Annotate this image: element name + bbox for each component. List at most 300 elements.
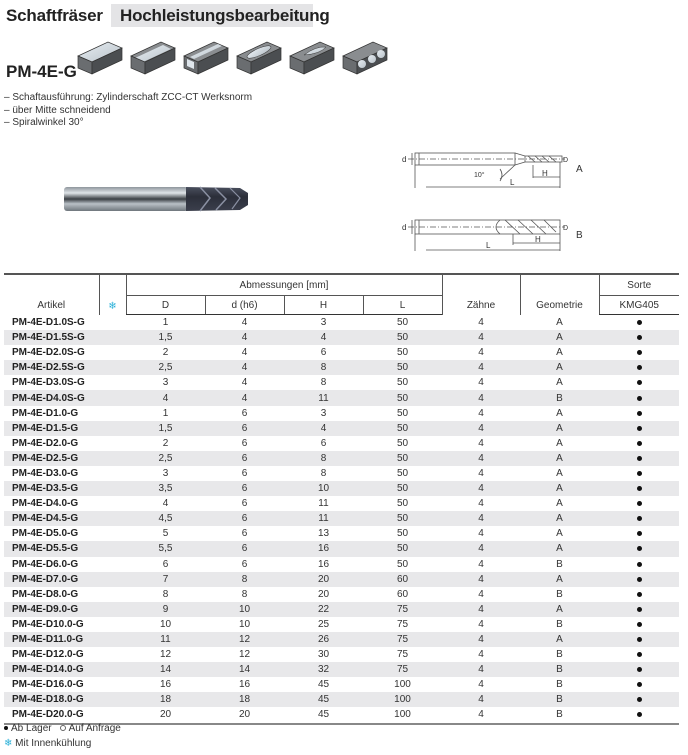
table-row <box>4 315 679 331</box>
cell-D: 3,5 <box>126 481 205 496</box>
cell-artikel: PM-4E-D3.5-G <box>4 481 99 496</box>
cell-d: 4 <box>241 317 248 329</box>
cell-coolant <box>99 421 126 436</box>
cell-d: 18 <box>205 692 284 707</box>
technical-drawing <box>400 147 570 257</box>
cell-artikel: PM-4E-D20.0-G <box>4 707 99 723</box>
cell-grade <box>599 496 679 511</box>
cell-grade <box>599 330 679 345</box>
in-stock-dot-icon <box>637 592 642 597</box>
cell-L: 75 <box>363 662 442 677</box>
cell-geometrie: B <box>520 390 599 405</box>
cell-artikel: PM-4E-D5.5-G <box>4 541 99 556</box>
coolant-snowflake-icon: ❄ <box>4 738 13 749</box>
cell-zaehne: 4 <box>442 707 520 723</box>
cell-zaehne: 4 <box>478 588 484 600</box>
table-row <box>4 360 679 375</box>
product-table <box>4 273 679 725</box>
cell-grade <box>599 390 679 405</box>
cell-D: 12 <box>159 649 172 661</box>
cell-zaehne: 4 <box>442 360 520 375</box>
cell-H: 20 <box>317 588 330 600</box>
cell-L: 100 <box>363 692 442 707</box>
cell-geometrie: A <box>520 572 599 587</box>
in-stock-dot-icon <box>637 426 642 431</box>
cell-L: 50 <box>396 558 409 570</box>
cell-coolant <box>99 496 126 511</box>
cell-coolant <box>99 360 126 375</box>
cell-grade <box>599 602 679 617</box>
cell-D: 9 <box>126 602 205 617</box>
cell-D: 4 <box>162 498 169 510</box>
cell-zaehne: 4 <box>478 528 484 540</box>
cell-artikel: PM-4E-D14.0-G <box>4 662 99 677</box>
cell-D: 7 <box>126 572 205 587</box>
legend-in-stock: Ab Lager <box>11 723 52 734</box>
cell-artikel: PM-4E-D2.5S-G <box>4 360 99 375</box>
cell-L: 100 <box>363 707 442 723</box>
cell-L: 50 <box>396 528 409 540</box>
cell-d: 6 <box>205 481 284 496</box>
cell-grade <box>599 406 679 421</box>
column-header-artikel: Artikel <box>4 274 99 315</box>
cell-D: 2,5 <box>126 451 205 466</box>
cell-L: 75 <box>396 618 409 630</box>
cell-zaehne: 4 <box>442 451 520 466</box>
cell-zaehne: 4 <box>442 692 520 707</box>
table-row <box>4 632 679 647</box>
table-row <box>4 587 679 602</box>
cell-D: 2 <box>162 437 169 449</box>
cell-zaehne: 4 <box>442 662 520 677</box>
cell-H: 30 <box>317 649 330 661</box>
table-row <box>4 677 679 692</box>
face-milling-icon <box>78 42 122 74</box>
table-row <box>4 526 679 541</box>
column-header-H: H <box>284 296 363 315</box>
cell-H: 6 <box>320 437 327 449</box>
cell-artikel: PM-4E-D4.0-G <box>12 498 79 510</box>
in-stock-dot-icon <box>637 320 642 325</box>
cell-artikel: PM-4E-D4.5-G <box>4 511 99 526</box>
cell-coolant <box>99 557 126 572</box>
cell-L: 100 <box>394 679 411 691</box>
cell-H: 10 <box>284 481 363 496</box>
cell-coolant <box>99 330 126 345</box>
geometry-type-a-label: A <box>576 164 583 175</box>
cell-coolant <box>99 707 126 723</box>
in-stock-dot-icon <box>637 335 642 340</box>
cell-L: 75 <box>363 602 442 617</box>
cell-H: 8 <box>320 377 327 389</box>
ramping-icon <box>290 42 334 74</box>
cell-artikel: PM-4E-D10.0-G <box>12 618 84 630</box>
in-stock-dot-icon <box>637 380 642 385</box>
cell-d: 10 <box>205 602 284 617</box>
cell-L: 50 <box>363 541 442 556</box>
in-stock-dot-icon <box>637 712 642 717</box>
in-stock-dot-icon <box>637 516 642 521</box>
cell-artikel: PM-4E-D5.0-G <box>12 528 79 540</box>
cell-zaehne: 4 <box>478 407 484 419</box>
cell-geometrie: B <box>556 649 563 661</box>
in-stock-dot-icon <box>637 607 642 612</box>
cell-d: 4 <box>241 377 248 389</box>
column-header-d-h6: d (h6) <box>205 296 284 315</box>
cell-L: 50 <box>396 407 409 419</box>
cell-grade <box>599 617 679 632</box>
table-row <box>4 602 679 617</box>
geometry-type-b-label: B <box>576 230 583 241</box>
cell-coolant <box>99 526 126 541</box>
table-row <box>4 496 679 511</box>
cell-grade <box>599 481 679 496</box>
dim-H-label-a: H <box>542 169 548 178</box>
cell-grade <box>599 647 679 662</box>
cell-zaehne: 4 <box>478 679 484 691</box>
cell-H: 22 <box>284 602 363 617</box>
cell-D: 1,5 <box>126 330 205 345</box>
legend-on-request: Auf Anfrage <box>68 723 121 734</box>
cell-grade <box>599 587 679 602</box>
cell-L: 50 <box>396 498 409 510</box>
table-row <box>4 421 679 436</box>
cell-H: 45 <box>317 679 330 691</box>
page-subtitle: Hochleistungsbearbeitung <box>120 6 330 25</box>
cell-L: 50 <box>363 451 442 466</box>
cell-zaehne: 4 <box>442 330 520 345</box>
table-row <box>4 451 679 466</box>
cell-d: 10 <box>238 618 251 630</box>
page-title: Schaftfräser <box>6 6 103 25</box>
cell-grade <box>599 451 679 466</box>
cell-L: 50 <box>396 377 409 389</box>
cell-grade <box>599 436 679 451</box>
cell-H: 6 <box>320 347 327 359</box>
cell-zaehne: 4 <box>478 618 484 630</box>
cell-coolant <box>99 390 126 405</box>
in-stock-dot-icon <box>637 486 642 491</box>
dim-L-label-a: L <box>510 178 515 187</box>
cell-grade <box>599 707 679 723</box>
group-header-sorte: Sorte <box>599 274 679 296</box>
table-row <box>4 436 679 451</box>
cell-geometrie: A <box>556 437 563 449</box>
cell-L: 50 <box>363 390 442 405</box>
slot-milling-icon <box>184 42 228 74</box>
cell-artikel: PM-4E-D7.0-G <box>4 572 99 587</box>
feature-list <box>4 92 252 130</box>
in-stock-dot-icon <box>637 396 642 401</box>
cell-D: 5,5 <box>126 541 205 556</box>
cell-grade <box>599 662 679 677</box>
cell-L: 60 <box>363 572 442 587</box>
cell-D: 16 <box>159 679 172 691</box>
dim-D-label-b: D <box>563 225 569 232</box>
cell-geometrie: A <box>520 421 599 436</box>
cell-L: 50 <box>363 330 442 345</box>
cell-H: 8 <box>284 451 363 466</box>
cell-zaehne: 4 <box>442 481 520 496</box>
cell-d: 12 <box>205 632 284 647</box>
cell-L: 75 <box>396 649 409 661</box>
cell-coolant <box>99 345 126 360</box>
cell-H: 45 <box>284 692 363 707</box>
cell-geometrie: B <box>556 558 563 570</box>
cell-zaehne: 4 <box>478 316 484 328</box>
feature-item: – Schaftausführung: Zylinderschaft ZCC-CT Werksnorm <box>4 92 253 103</box>
in-stock-dot-icon <box>637 365 642 370</box>
cell-zaehne: 4 <box>442 572 520 587</box>
legend-coolant <box>4 738 91 749</box>
in-stock-dot-icon <box>637 562 642 567</box>
cell-D: 2,5 <box>126 360 205 375</box>
dim-d-label-b: d <box>402 223 407 232</box>
cell-H: 8 <box>320 467 327 479</box>
cell-geometrie: B <box>520 662 599 677</box>
machining-operations-icons <box>76 40 396 76</box>
cell-d: 4 <box>205 390 284 405</box>
cell-coolant <box>99 662 126 677</box>
in-stock-dot-icon <box>637 637 642 642</box>
table-row <box>4 406 679 421</box>
cell-D: 1 <box>162 317 169 329</box>
cell-L: 50 <box>363 360 442 375</box>
cell-geometrie: A <box>520 602 599 617</box>
cell-geometrie: A <box>556 407 563 419</box>
cell-grade <box>599 557 679 572</box>
cell-D: 3 <box>162 467 169 479</box>
cell-geometrie: A <box>520 360 599 375</box>
cell-artikel: PM-4E-D1.5S-G <box>4 330 99 345</box>
in-stock-dot-icon <box>637 350 642 355</box>
cell-L: 50 <box>396 317 409 329</box>
table-row <box>4 466 679 481</box>
cell-H: 11 <box>318 498 329 510</box>
cell-geometrie: A <box>556 498 563 510</box>
cell-zaehne: 4 <box>442 632 520 647</box>
cell-zaehne: 4 <box>478 498 484 510</box>
cell-D: 2 <box>162 347 169 359</box>
cell-coolant <box>99 541 126 556</box>
cell-grade <box>599 421 679 436</box>
cell-zaehne: 4 <box>442 602 520 617</box>
cell-coolant <box>99 451 126 466</box>
cell-d: 6 <box>241 437 248 449</box>
cell-coolant <box>99 436 126 451</box>
in-stock-dot-icon <box>637 456 642 461</box>
table-row <box>4 692 679 707</box>
cell-d: 6 <box>205 511 284 526</box>
in-stock-dot-icon <box>637 667 642 672</box>
cell-d: 8 <box>241 588 248 600</box>
cell-geometrie: B <box>556 679 563 691</box>
angle-label: 10° <box>474 172 485 179</box>
in-stock-dot-icon <box>637 441 642 446</box>
column-header-D: D <box>126 296 205 315</box>
pocket-milling-icon <box>237 42 281 74</box>
cell-d: 4 <box>205 330 284 345</box>
cell-d: 20 <box>205 707 284 723</box>
cell-grade <box>599 692 679 707</box>
cell-artikel: PM-4E-D2.0S-G <box>12 347 85 359</box>
in-stock-dot-icon <box>4 726 8 730</box>
cell-D: 4,5 <box>126 511 205 526</box>
table-row <box>4 617 679 632</box>
cell-coolant <box>99 481 126 496</box>
in-stock-dot-icon <box>637 697 642 702</box>
cell-zaehne: 4 <box>478 558 484 570</box>
table-row <box>4 707 679 723</box>
cell-zaehne: 4 <box>478 467 484 479</box>
cell-zaehne: 4 <box>442 541 520 556</box>
cell-D: 18 <box>126 692 205 707</box>
dim-D-label-a: D <box>563 157 569 164</box>
table-row <box>4 375 679 390</box>
cell-artikel: PM-4E-D4.0S-G <box>4 390 99 405</box>
feature-item: – über Mitte schneidend <box>4 104 111 116</box>
cell-geometrie: A <box>520 481 599 496</box>
cell-H: 45 <box>284 707 363 723</box>
cell-d: 6 <box>241 498 248 510</box>
table-row <box>4 511 679 526</box>
in-stock-dot-icon <box>637 411 642 416</box>
cell-H: 8 <box>284 360 363 375</box>
cell-artikel: PM-4E-D16.0-G <box>12 679 84 691</box>
cell-coolant <box>99 511 126 526</box>
cell-artikel: PM-4E-D8.0-G <box>12 588 79 600</box>
cell-D: 11 <box>126 632 205 647</box>
cell-L: 50 <box>396 437 409 449</box>
table-row <box>4 541 679 556</box>
cell-d: 6 <box>205 541 284 556</box>
cell-geometrie: B <box>556 618 563 630</box>
cell-coolant <box>99 677 126 692</box>
table-row <box>4 330 679 345</box>
cell-coolant <box>99 587 126 602</box>
cell-L: 50 <box>396 347 409 359</box>
cell-D: 3 <box>162 377 169 389</box>
dim-L-label-b: L <box>486 241 491 250</box>
cell-H: 4 <box>284 421 363 436</box>
legend-coolant-text: Mit Innenkühlung <box>15 738 92 749</box>
column-header-grade: KMG405 <box>599 296 679 315</box>
cell-H: 20 <box>284 572 363 587</box>
cell-coolant <box>99 617 126 632</box>
cell-H: 16 <box>317 558 330 570</box>
in-stock-dot-icon <box>637 577 642 582</box>
cell-D: 4 <box>126 390 205 405</box>
cell-artikel: PM-4E-D1.0-G <box>12 407 79 419</box>
cell-geometrie: A <box>556 316 563 328</box>
cell-geometrie: A <box>520 511 599 526</box>
cell-grade <box>599 315 679 331</box>
cell-coolant <box>99 572 126 587</box>
cell-H: 3 <box>320 317 327 329</box>
cell-coolant <box>99 692 126 707</box>
cell-grade <box>599 466 679 481</box>
column-header-L: L <box>363 296 442 315</box>
cell-zaehne: 4 <box>442 511 520 526</box>
in-stock-dot-icon <box>637 652 642 657</box>
cell-grade <box>599 375 679 390</box>
cell-grade <box>599 632 679 647</box>
cell-d: 4 <box>241 347 248 359</box>
table-row <box>4 345 679 360</box>
cell-geometrie: A <box>556 347 563 359</box>
cell-d: 6 <box>241 467 248 479</box>
cell-geometrie: A <box>556 528 563 540</box>
cell-d: 6 <box>241 528 248 540</box>
cell-coolant <box>99 647 126 662</box>
group-header-dimensions: Abmessungen [mm] <box>126 274 442 296</box>
cell-L: 75 <box>363 632 442 647</box>
cell-H: 32 <box>284 662 363 677</box>
cell-D: 5 <box>162 528 169 540</box>
cell-d: 8 <box>205 572 284 587</box>
end-mill-photo <box>60 185 260 219</box>
cell-H: 4 <box>284 330 363 345</box>
cell-L: 50 <box>396 467 409 479</box>
cell-D: 1,5 <box>126 421 205 436</box>
cell-artikel: PM-4E-D1.5-G <box>4 421 99 436</box>
cell-d: 16 <box>238 679 251 691</box>
cell-artikel: PM-4E-D2.0-G <box>12 437 79 449</box>
cell-D: 20 <box>126 707 205 723</box>
cell-coolant <box>99 602 126 617</box>
cell-geometrie: A <box>520 632 599 647</box>
cell-artikel: PM-4E-D12.0-G <box>12 649 84 661</box>
cell-H: 11 <box>284 511 363 526</box>
cell-artikel: PM-4E-D11.0-G <box>4 632 99 647</box>
cell-coolant <box>99 375 126 390</box>
cell-L: 50 <box>363 421 442 436</box>
cell-d: 14 <box>205 662 284 677</box>
cell-H: 25 <box>317 618 330 630</box>
cell-coolant <box>99 315 126 331</box>
cell-grade <box>599 677 679 692</box>
cell-L: 50 <box>363 481 442 496</box>
cell-grade <box>599 572 679 587</box>
table-row <box>4 390 679 405</box>
cell-zaehne: 4 <box>442 390 520 405</box>
table-row <box>4 662 679 677</box>
legend-availability <box>4 723 121 734</box>
dim-d-label-a: d <box>402 155 407 164</box>
cell-H: 13 <box>317 528 330 540</box>
cell-artikel: PM-4E-D2.5-G <box>4 451 99 466</box>
cell-coolant <box>99 632 126 647</box>
in-stock-dot-icon <box>637 546 642 551</box>
product-name: PM-4E-G <box>6 62 77 81</box>
cell-D: 10 <box>159 618 172 630</box>
column-header-zaehne: Zähne <box>442 274 520 315</box>
cell-geometrie: A <box>520 451 599 466</box>
in-stock-dot-icon <box>637 501 642 506</box>
cell-grade <box>599 511 679 526</box>
cell-D: 8 <box>162 588 169 600</box>
cell-zaehne: 4 <box>478 347 484 359</box>
cell-d: 12 <box>238 649 251 661</box>
in-stock-dot-icon <box>637 682 642 687</box>
table-row <box>4 647 679 662</box>
table-row <box>4 572 679 587</box>
cell-d: 6 <box>205 451 284 466</box>
cell-grade <box>599 345 679 360</box>
drilling-icon <box>343 42 387 74</box>
cell-zaehne: 4 <box>442 421 520 436</box>
cell-geometrie: A <box>556 467 563 479</box>
